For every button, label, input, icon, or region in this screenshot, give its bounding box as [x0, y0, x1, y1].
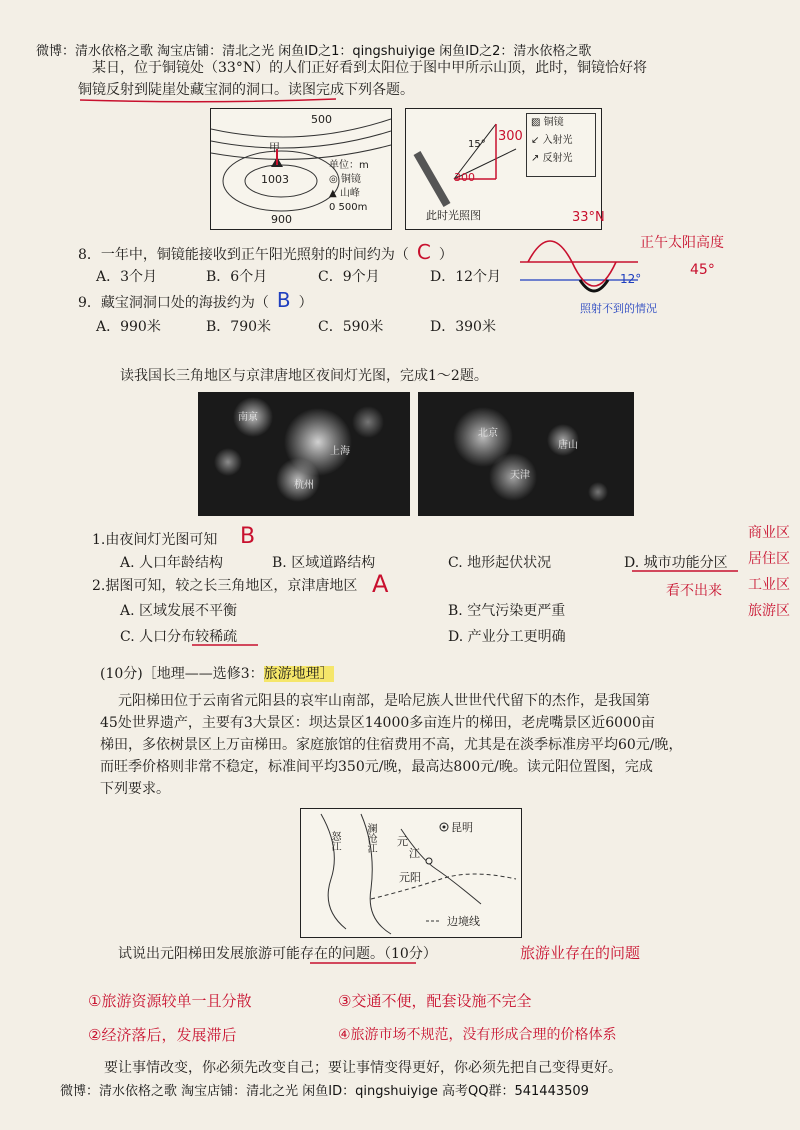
yuanyang-map: [300, 808, 522, 938]
night-photo-yangtze: [198, 392, 410, 516]
q9-answer: B: [276, 288, 291, 312]
tour-p1: 元阳梯田位于云南省元阳县的哀牢山南部，是哈尼族人世世代代留下的杰作，是我国第: [118, 693, 650, 709]
legend2-in-label: 入射光: [542, 135, 573, 146]
margin-note-unclear: 看不出来: [666, 583, 722, 599]
legend-mirror-label: 铜镜: [340, 174, 361, 185]
tour-p2: 45处世界遗产，主要有3大景区：坝达景区14000多亩连片的梯田，老虎嘴景区近6000亩: [100, 715, 655, 731]
hw-45-deg: 45°: [690, 262, 715, 278]
map-jiang: 江: [409, 847, 420, 860]
tour-question: 试说出元阳梯田发展旅游可能存在的问题。（10分）: [118, 946, 437, 962]
tour-header: [100, 664, 334, 684]
q2-opt-b: B. 空气污染更严重: [448, 603, 566, 619]
intro-line-1: 某日，位于铜镜处（33°N）的人们正好看到太阳位于图中甲所示山顶，此时，铜镜恰好将: [92, 60, 648, 76]
q8-opt-b: B．6个月: [206, 269, 268, 285]
hw-noon-angle: 正午太阳高度: [640, 235, 724, 251]
contour-map: [210, 108, 392, 230]
motto: 要让事情改变，你必须先改变自己；要让事情变得更好，你必须先把自己变得更好。: [104, 1060, 622, 1076]
q8-stem-text: 8．一年中，铜镜能接收到正午阳光照射的时间约为（: [78, 247, 409, 263]
q2-c-underline: [190, 642, 260, 648]
q9-opt-d: D．390米: [430, 319, 496, 335]
q8-opt-c: C．9个月: [318, 269, 380, 285]
q9-stem: [78, 290, 313, 313]
legend-unit: 单位：m: [329, 160, 369, 171]
q8-answer: C: [416, 240, 431, 264]
map-yuanyang: 元阳: [399, 871, 421, 884]
legend2-mirror: ▨ 铜镜: [531, 117, 564, 128]
city-shanghai: 上海: [330, 446, 350, 457]
night-photo-jingjintang: [418, 392, 634, 516]
q9-close: ）: [298, 295, 313, 311]
q1-stem: 1.由夜间灯光图可知: [92, 532, 218, 548]
contour-900: 900: [271, 213, 292, 226]
tour-p4: 而旺季价格则非常不稳定，标准间平均350元/晚，最高达800元/晚。读元阳位置图，完成: [100, 759, 653, 775]
city-tianjin: 天津: [510, 470, 530, 481]
hw-lat-12: 12°: [620, 272, 642, 286]
legend2-in: ↙ 入射光: [531, 135, 573, 146]
contour-500: 500: [311, 113, 332, 126]
angle-15: 15°: [468, 139, 486, 150]
legend-scale: 0 500m: [329, 202, 368, 213]
legend2-out: ↗ 反射光: [531, 153, 573, 164]
hw-300-a: 300: [498, 129, 523, 144]
legend2-out-label: 反射光: [542, 153, 573, 164]
legend-1: [329, 159, 369, 215]
hw-300-b: 300: [454, 171, 475, 184]
map-yuan: 元: [397, 835, 408, 848]
q1-opt-d: D. 城市功能分区: [624, 555, 728, 571]
intro-line-2: 铜镜反射到陡崖处藏宝洞的洞口。读图完成下列各题。: [78, 82, 414, 98]
q9-opt-a: A．990米: [96, 319, 161, 335]
city-nanjing: 南京: [238, 412, 258, 423]
city-tangshan: 唐山: [558, 440, 578, 451]
city-beijing: 北京: [478, 428, 498, 439]
margin-note-tourism: 旅游区: [748, 603, 790, 619]
map-border: 边境线: [447, 915, 480, 928]
hand-sketch: [520, 220, 640, 310]
legend-peak-label: 山峰: [339, 188, 360, 199]
margin-notes-zones: [748, 520, 790, 624]
q2-opt-d: D. 产业分工更明确: [448, 629, 566, 645]
q2-opt-c: C. 人口分布较稀疏: [120, 629, 238, 645]
legend-scale-label: 500m: [338, 202, 368, 213]
q8-opt-a: A．3个月: [96, 269, 158, 285]
q9-opt-b: B．790米: [206, 319, 272, 335]
hw-lat-33: 33°N: [572, 210, 605, 225]
legend-peak: ▲ 山峰: [329, 188, 360, 199]
tour-header-a: (10分)［地理——选修3：: [100, 666, 264, 682]
city-hangzhou: 杭州: [294, 480, 314, 491]
q8-opt-d: D．12个月: [430, 269, 502, 285]
jia-label: 甲: [269, 141, 280, 154]
night-intro: 读我国长三角地区与京津唐地区夜间灯光图，完成1～2题。: [120, 368, 488, 384]
legend2-mirror-label: 铜镜: [543, 117, 564, 128]
tour-p3: 梯田，多依树景区上万亩梯田。家庭旅馆的住宿费用不高，尤其是在淡季标准房平均60元/晚，: [100, 737, 683, 753]
q1-opt-b: B. 区域道路结构: [272, 555, 376, 571]
hw-note-shadow: 照射不到的情况: [580, 302, 657, 315]
q1-answer: B: [240, 524, 256, 549]
map-nujiang: 怒江: [329, 831, 340, 851]
watermark-top: 微博：清水依格之歌 淘宝店铺：清北之光 闲鱼ID之1：qingshuiyige 闲鱼ID之2：清水依格之歌: [36, 44, 592, 59]
tour-p5: 下列要求。: [100, 781, 170, 797]
q2-stem: 2.据图可知，较之长三角地区，京津唐地区: [92, 578, 358, 594]
tour-q-underline: [308, 960, 418, 966]
tour-header-b: 旅游地理］: [263, 666, 334, 682]
night-lights-right: [418, 392, 634, 516]
legend-mirror: ◎ 铜镜: [329, 174, 361, 185]
hw-answer-3: ③交通不便，配套设施不完全: [338, 992, 532, 1010]
hw-answer-2: ②经济落后，发展滞后: [88, 1026, 237, 1044]
map-kunming: 昆明: [451, 821, 473, 834]
watermark-bottom: 微博：清水依格之歌 淘宝店铺：清北之光 闲鱼ID：qingshuiyige 高考QQ群：541443509: [60, 1084, 589, 1099]
hw-answer-4: ④旅游市场不规范，没有形成合理的价格体系: [338, 1027, 617, 1043]
q2-opt-a: A. 区域发展不平衡: [120, 603, 238, 619]
night-lights-left: [198, 392, 410, 516]
q9-opt-c: C．590米: [318, 319, 384, 335]
q2-answer: A: [372, 570, 389, 598]
q1-opt-a: A. 人口年龄结构: [120, 555, 224, 571]
underline-red: [78, 96, 338, 104]
q1-opt-c: C. 地形起伏状况: [448, 555, 552, 571]
map-lancang: 澜沧江: [365, 823, 376, 853]
hw-side-note: 旅游业存在的问题: [520, 944, 641, 962]
peak-1003: 1003: [261, 173, 289, 186]
q9-stem-text: 9．藏宝洞洞口处的海拔约为（: [78, 295, 269, 311]
tour-paragraph: [118, 690, 650, 712]
hw-answer-1: ①旅游资源较单一且分散: [88, 992, 252, 1010]
tour-paragraph-rest: [100, 712, 683, 800]
margin-note-commercial: 商业区: [748, 525, 790, 541]
q8-close: ）: [438, 247, 453, 263]
legend-2: [526, 113, 596, 177]
margin-note-industrial: 工业区: [748, 577, 790, 593]
q8-stem: [78, 242, 453, 265]
caption-light: 此时光照图: [426, 209, 481, 222]
margin-note-residential: 居住区: [748, 551, 790, 567]
q1-d-underline: [630, 568, 740, 574]
